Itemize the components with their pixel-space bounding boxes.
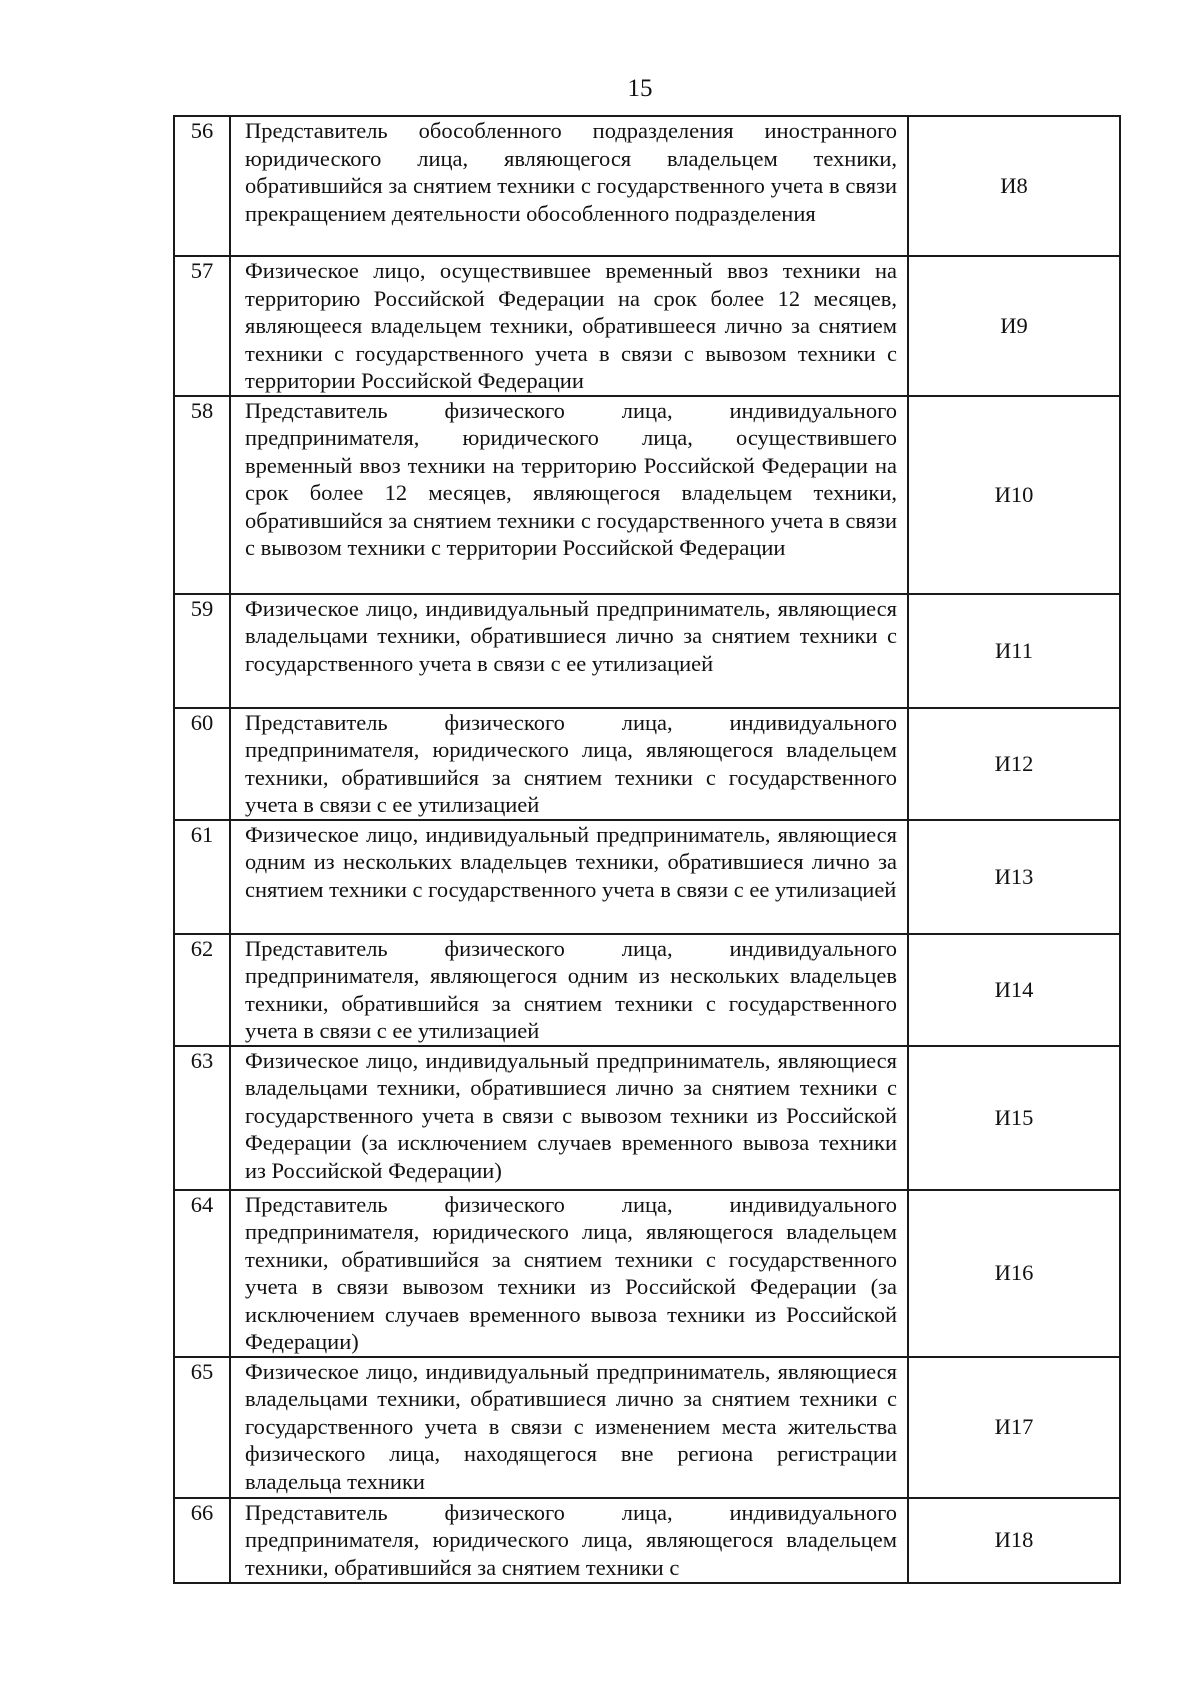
table-row — [174, 1498, 1120, 1583]
table-row — [174, 396, 1120, 594]
table-row — [174, 116, 1120, 256]
table-row — [174, 1357, 1120, 1498]
page-number: 15 — [627, 75, 653, 102]
row-number: 56 — [174, 116, 230, 256]
table-row — [174, 256, 1120, 396]
table-row — [174, 820, 1120, 934]
row-number: 57 — [174, 256, 230, 396]
table-row — [174, 1190, 1120, 1357]
row-number: 65 — [174, 1357, 230, 1498]
document-table — [173, 115, 1121, 1584]
row-number: 60 — [174, 708, 230, 820]
row-description: Физическое лицо, индивидуальный предприниматель, являющиеся владельцами техники, обратившиеся лично за снятием техники с государственного учета в связи с вывозом техники из Российской Федерации (за исключением случаев временного вывоза техники из Российской Федерации) — [230, 1046, 908, 1190]
row-description: Физическое лицо, индивидуальный предприниматель, являющиеся владельцами техники, обратившиеся лично за снятием техники с государственного учета в связи с ее утилизацией — [230, 594, 908, 708]
row-code: И13 — [908, 820, 1120, 934]
row-description: Физическое лицо, индивидуальный предприниматель, являющиеся владельцами техники, обратившиеся лично за снятием техники с государственного учета в связи с изменением места жительства физического лица, находящегося вне региона регистрации владельца техники — [230, 1357, 908, 1498]
row-description: Физическое лицо, индивидуальный предприниматель, являющиеся одним из нескольких владельцев техники, обратившиеся лично за снятием техники с государственного учета в связи с ее утилизацией — [230, 820, 908, 934]
row-number: 63 — [174, 1046, 230, 1190]
row-code: И14 — [908, 934, 1120, 1046]
table-row — [174, 934, 1120, 1046]
row-description: Представитель физического лица, индивидуального предпринимателя, юридического лица, являющегося владельцем техники, обратившийся за снятием техники с государственного учета в связи с ее утилизацией — [230, 708, 908, 820]
row-number: 58 — [174, 396, 230, 594]
row-code: И8 — [908, 116, 1120, 256]
table-row — [174, 1046, 1120, 1190]
row-description: Представитель физического лица, индивидуального предпринимателя, юридического лица, осуществившего временный ввоз техники на территорию Российской Федерации на срок более 12 месяцев, являющегося владельцем техники, обратившийся за снятием техники с государственного учета в связи с вывозом техники с территории Российской Федерации — [230, 396, 908, 594]
row-description: Физическое лицо, осуществившее временный ввоз техники на территорию Российской Федерации на срок более 12 месяцев, являющееся владельцем техники, обратившееся лично за снятием техники с государственного учета в связи с вывозом техники с территории Российской Федерации — [230, 256, 908, 396]
table-row — [174, 708, 1120, 820]
row-number: 62 — [174, 934, 230, 1046]
row-description: Представитель физического лица, индивидуального предпринимателя, юридического лица, являющегося владельцем техники, обратившийся за снятием техники с государственного учета в связи вывозом техники из Российской Федерации (за исключением случаев временного вывоза техники из Российской Федерации) — [230, 1190, 908, 1357]
row-code: И12 — [908, 708, 1120, 820]
row-number: 64 — [174, 1190, 230, 1357]
row-code: И9 — [908, 256, 1120, 396]
table-row — [174, 594, 1120, 708]
row-code: И15 — [908, 1046, 1120, 1190]
row-code: И16 — [908, 1190, 1120, 1357]
row-description: Представитель физического лица, индивидуального предпринимателя, являющегося одним из нескольких владельцев техники, обратившийся за снятием техники с государственного учета в связи с ее утилизацией — [230, 934, 908, 1046]
row-number: 61 — [174, 820, 230, 934]
row-description: Представитель обособленного подразделения иностранного юридического лица, являющегося владельцем техники, обратившийся за снятием техники с государственного учета в связи прекращением деятельности обособленного подразделения — [230, 116, 908, 256]
row-code: И10 — [908, 396, 1120, 594]
row-code: И11 — [908, 594, 1120, 708]
row-code: И18 — [908, 1498, 1120, 1583]
row-number: 59 — [174, 594, 230, 708]
row-description: Представитель физического лица, индивидуального предпринимателя, юридического лица, являющегося владельцем техники, обратившийся за снятием техники с — [230, 1498, 908, 1583]
row-number: 66 — [174, 1498, 230, 1583]
row-code: И17 — [908, 1357, 1120, 1498]
